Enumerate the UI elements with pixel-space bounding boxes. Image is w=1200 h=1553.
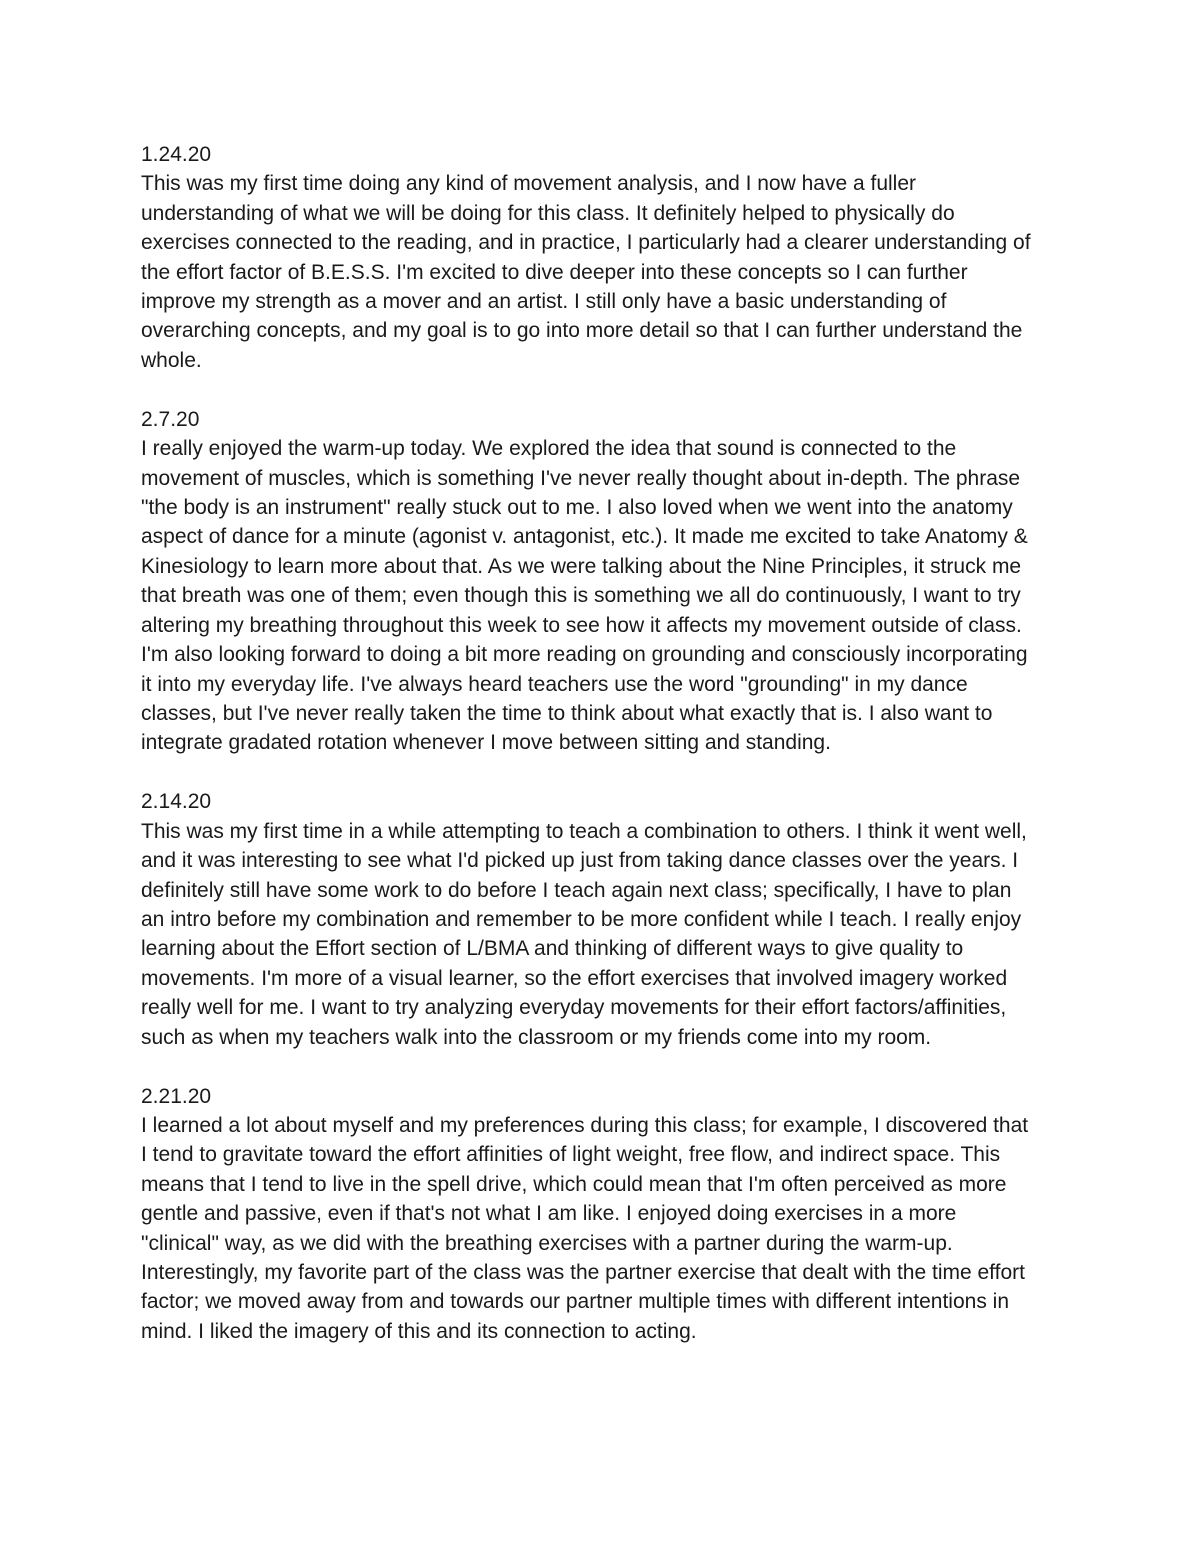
entry-date: 2.14.20 (141, 790, 212, 814)
text-line: whole. (141, 348, 202, 372)
entry-date: 2.7.20 (141, 407, 200, 431)
text-line: I learned a lot about myself and my preferences during this class; for example, I discovered that (141, 1113, 1029, 1137)
text-line: I really enjoyed the warm-up today. We explored the idea that sound is connected to the (141, 437, 957, 461)
text-line: Interestingly, my favorite part of the class was the partner exercise that dealt with the time effort (141, 1261, 1025, 1284)
text-line: means that I tend to live in the spell drive, which could mean that I'm often perceived as more (141, 1172, 1007, 1196)
text-line: mind. I liked the imagery of this and its connection to acting. (141, 1319, 697, 1343)
entry-date: 1.24.20 (141, 143, 212, 166)
entry-date: 2.21.20 (141, 1084, 212, 1108)
text-line: improve my strength as a mover and an artist. I still only have a basic understanding of (141, 290, 947, 314)
text-line: This was my first time in a while attempting to teach a combination to others. I think it went well, (141, 819, 1027, 843)
text-line: movements. I'm more of a visual learner, so the effort exercises that involved imagery worked (141, 966, 1008, 990)
entry-text (141, 817, 1071, 1052)
document-page (141, 140, 1071, 1376)
text-line: aspect of dance for a minute (agonist v. antagonist, etc.). It made me excited to take Anatomy & (141, 525, 1028, 549)
journal-entry-4 (141, 1082, 1071, 1347)
text-line: altering my breathing throughout this week to see how it affects my movement outside of class. (141, 613, 1022, 637)
text-line: it into my everyday life. I've always heard teachers use the word "grounding" in my dance (141, 672, 968, 696)
text-line: such as when my teachers walk into the classroom or my friends come into my room. (141, 1025, 932, 1049)
text-line: exercises connected to the reading, and in practice, I particularly had a clearer understanding of (141, 231, 1031, 255)
text-line: I tend to gravitate toward the effort affinities of light weight, free flow, and indirect space. This (141, 1143, 1001, 1167)
text-line: an intro before my combination and remember to be more confident while I teach. I really enjoy (141, 907, 1022, 931)
text-line: This was my first time doing any kind of movement analysis, and I now have a fuller (141, 172, 917, 196)
text-line: understanding of what we will be doing for this class. It definitely helped to physically do (141, 201, 955, 225)
text-line: and it was interesting to see what I'd picked up just from taking dance classes over the years. I (141, 849, 1019, 873)
text-line: classes, but I've never really taken the time to think about what exactly that is. I also want to (141, 701, 993, 725)
entry-text (141, 169, 1071, 375)
text-line: integrate gradated rotation whenever I move between sitting and standing. (141, 731, 831, 755)
text-line: "the body is an instrument" really stuck out to me. I also loved when we went into the anatomy (141, 496, 1013, 520)
entry-text (141, 1111, 1071, 1346)
text-line: movement of muscles, which is something I've never really thought about in-depth. The phrase (141, 466, 1021, 490)
text-line: I'm also looking forward to doing a bit more reading on grounding and consciously incorporating (141, 643, 1028, 667)
text-line: "clinical" way, as we did with the breathing exercises with a partner during the warm-up. (141, 1231, 953, 1255)
text-line: gentle and passive, even if that's not what I am like. I enjoyed doing exercises in a more (141, 1202, 957, 1226)
journal-entry-3 (141, 787, 1071, 1052)
journal-entry-1 (141, 140, 1071, 375)
entry-text (141, 434, 1071, 757)
text-line: learning about the Effort section of L/BMA and thinking of different ways to give quality to (141, 937, 964, 961)
text-line: that breath was one of them; even though this is something we all do continuously, I want to try (141, 584, 1021, 608)
text-line: definitely still have some work to do before I teach again next class; specifically, I have to plan (141, 878, 1012, 902)
text-line: the effort factor of B.E.S.S. I'm excited to dive deeper into these concepts so I can further (141, 260, 968, 284)
text-line: overarching concepts, and my goal is to go into more detail so that I can further understand the (141, 319, 1023, 343)
text-line: really well for me. I want to try analyzing everyday movements for their effort factors/affinities, (141, 996, 1007, 1020)
text-line: factor; we moved away from and towards our partner multiple times with different intentions in (141, 1290, 1010, 1314)
text-line: Kinesiology to learn more about that. As we were talking about the Nine Principles, it struck me (141, 554, 1022, 578)
journal-entry-2 (141, 405, 1071, 758)
